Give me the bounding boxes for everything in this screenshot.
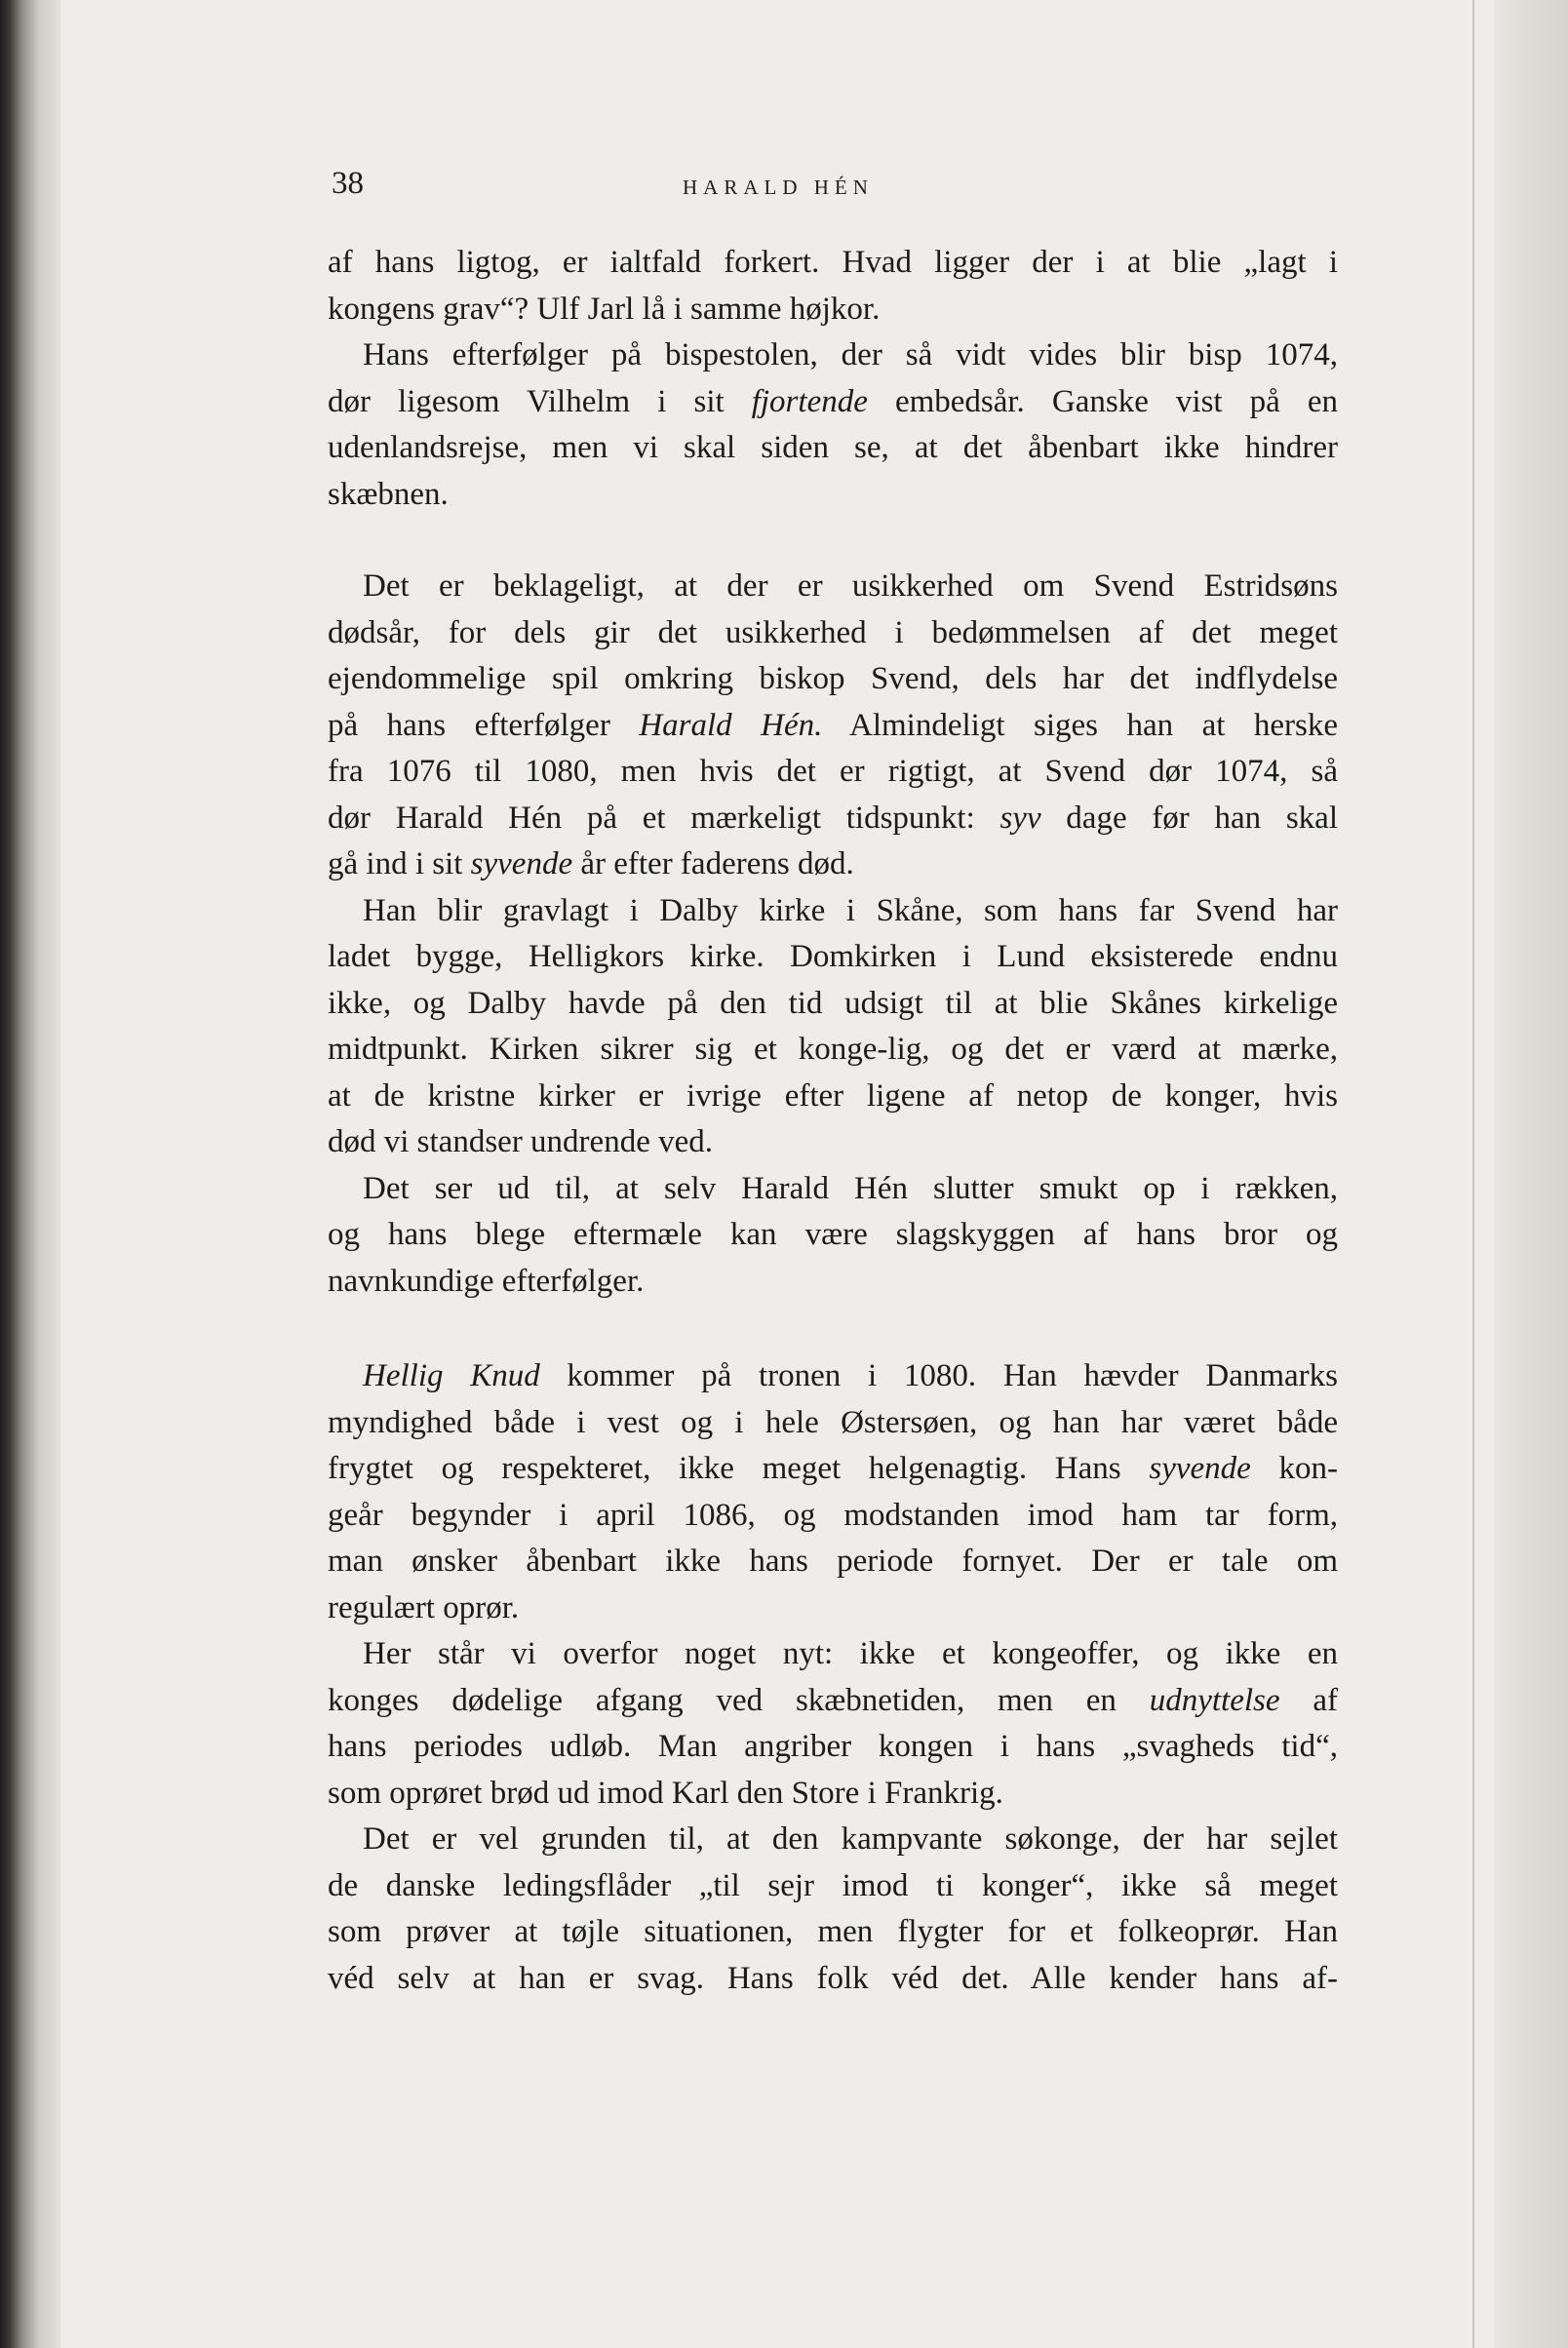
text-line: Hans efterfølger på bispestolen, der så vidt vides blir bisp 1074,: [363, 337, 1338, 372]
text-line: [328, 796, 1338, 842]
page-header: [332, 166, 1336, 215]
text-line: som prøver at tøjle situationen, men flygter for et folkeoprør. Han: [328, 1914, 1338, 1949]
text-line: regulært oprør.: [328, 1589, 520, 1625]
paragraph: [328, 240, 1338, 333]
italic-text: fjortende: [751, 383, 868, 419]
text-line: [328, 1353, 1338, 1400]
text-line: [328, 1446, 1338, 1493]
text-run: kon-: [1250, 1451, 1338, 1486]
text-run: af: [1279, 1682, 1339, 1718]
text-line: myndighed både i vest og i hele Østersøen, og han har været både: [328, 1404, 1338, 1440]
paragraph: [328, 1166, 1338, 1306]
text-line: ejendommelige spil omkring biskop Svend, dels har det indflydelse: [328, 661, 1338, 696]
text-line: man ønsker åbenbart ikke hans periode fornyet. Der er tale om: [328, 1544, 1338, 1579]
paragraph: [328, 1353, 1338, 1631]
text-line: fra 1076 til 1080, men hvis det er rigtigt, at Svend dør 1074, så: [328, 754, 1338, 789]
text-run: dør ligesom Vilhelm i sit: [328, 383, 752, 419]
text-run: Almindeligt siges han at herske: [822, 707, 1338, 743]
body-text: [328, 240, 1338, 2002]
text-line: navnkundige efterfølger.: [328, 1263, 645, 1299]
page-right-margin: [1494, 0, 1568, 2348]
italic-text: Harald Hén.: [639, 707, 823, 743]
text-line: udenlandsrejse, men vi skal siden se, at det åbenbart ikke hindrer: [328, 430, 1338, 465]
text-line: dødsår, for dels gir det usikkerhed i bedømmelsen af det meget: [328, 614, 1338, 650]
paragraph: [328, 1817, 1338, 2002]
text-line: [328, 1678, 1338, 1725]
text-line: kongens grav“? Ulf Jarl lå i samme højkor.: [328, 291, 881, 327]
text-run: embedsår. Ganske vist på en: [867, 383, 1338, 419]
italic-text: syvende: [470, 846, 573, 881]
text-line: af hans ligtog, er ialtfald forkert. Hvad ligger der i at blie „lagt i: [328, 245, 1338, 280]
text-line: Det er vel grunden til, at den kampvante søkonge, der har sejlet: [363, 1821, 1338, 1857]
text-line: død vi standser undrende ved.: [328, 1124, 713, 1159]
book-binding-edge: [0, 0, 60, 2348]
text-run: på hans efterfølger: [328, 707, 640, 743]
text-run: kommer på tronen i 1080. Han hævder Danmarks: [539, 1358, 1338, 1393]
page-number: 38: [332, 166, 364, 201]
text-run: frygtet og respekteret, ikke meget helgenagtig. Hans: [328, 1451, 1150, 1486]
text-line: [328, 703, 1338, 750]
italic-text: udnyttelse: [1149, 1682, 1280, 1718]
text-line: skæbnen.: [328, 476, 449, 512]
text-line: Han blir gravlagt i Dalby kirke i Skåne, som hans far Svend har: [363, 892, 1338, 928]
paragraph: [328, 888, 1338, 1166]
text-line: Det ser ud til, at selv Harald Hén slutter smukt op i rækken,: [363, 1170, 1338, 1206]
paragraph: [328, 564, 1338, 888]
text-line: hans periodes udløb. Man angriber kongen i hans „svagheds tid“,: [328, 1729, 1338, 1764]
paragraph: [328, 333, 1338, 518]
section-gap: [328, 518, 1338, 564]
section-gap: [328, 1305, 1338, 1353]
text-line: de danske ledingsflåder „til sejr imod ti konger“, ikke så meget: [328, 1867, 1338, 1903]
text-line: [328, 379, 1338, 426]
text-line: Her står vi overfor noget nyt: ikke et kongeoffer, og ikke en: [363, 1636, 1338, 1671]
page-edge-line: [1472, 0, 1474, 2348]
italic-text: syvende: [1149, 1451, 1251, 1486]
text-line: geår begynder i april 1086, og modstanden imod ham tar form,: [328, 1497, 1338, 1533]
italic-text: syv: [1000, 800, 1041, 836]
text-line: [328, 841, 1338, 888]
text-run: gå ind i sit: [328, 846, 471, 881]
paragraph: [328, 1631, 1338, 1817]
text-run: dør Harald Hén på et mærkeligt tidspunkt:: [328, 800, 1000, 836]
text-line: véd selv at han er svag. Hans folk véd det. Alle kender hans af-: [328, 1960, 1338, 1996]
text-line: ikke, og Dalby havde på den tid udsigt til at blie Skånes kirkelige: [328, 985, 1338, 1021]
text-line: Det er beklageligt, at der er usikkerhed om Svend Estridsøns: [363, 568, 1338, 604]
running-head: HARALD HÉN: [683, 176, 874, 199]
italic-text: Hellig Knud: [363, 1358, 540, 1393]
text-run: år efter faderens død.: [572, 846, 854, 881]
text-line: ladet bygge, Helligkors kirke. Domkirken i Lund eksisterede endnu: [328, 939, 1338, 974]
text-run: konges dødelige afgang ved skæbnetiden, men en: [328, 1682, 1150, 1718]
text-line: som oprøret brød ud imod Karl den Store i Frankrig.: [328, 1775, 1003, 1811]
text-line: midtpunkt. Kirken sikrer sig et konge-lig, og det er værd at mærke,: [328, 1032, 1338, 1067]
text-line: og hans blege eftermæle kan være slagskyggen af hans bror og: [328, 1217, 1338, 1252]
text-line: at de kristne kirker er ivrige efter ligene af netop de konger, hvis: [328, 1077, 1338, 1114]
text-run: dage før han skal: [1040, 800, 1338, 836]
